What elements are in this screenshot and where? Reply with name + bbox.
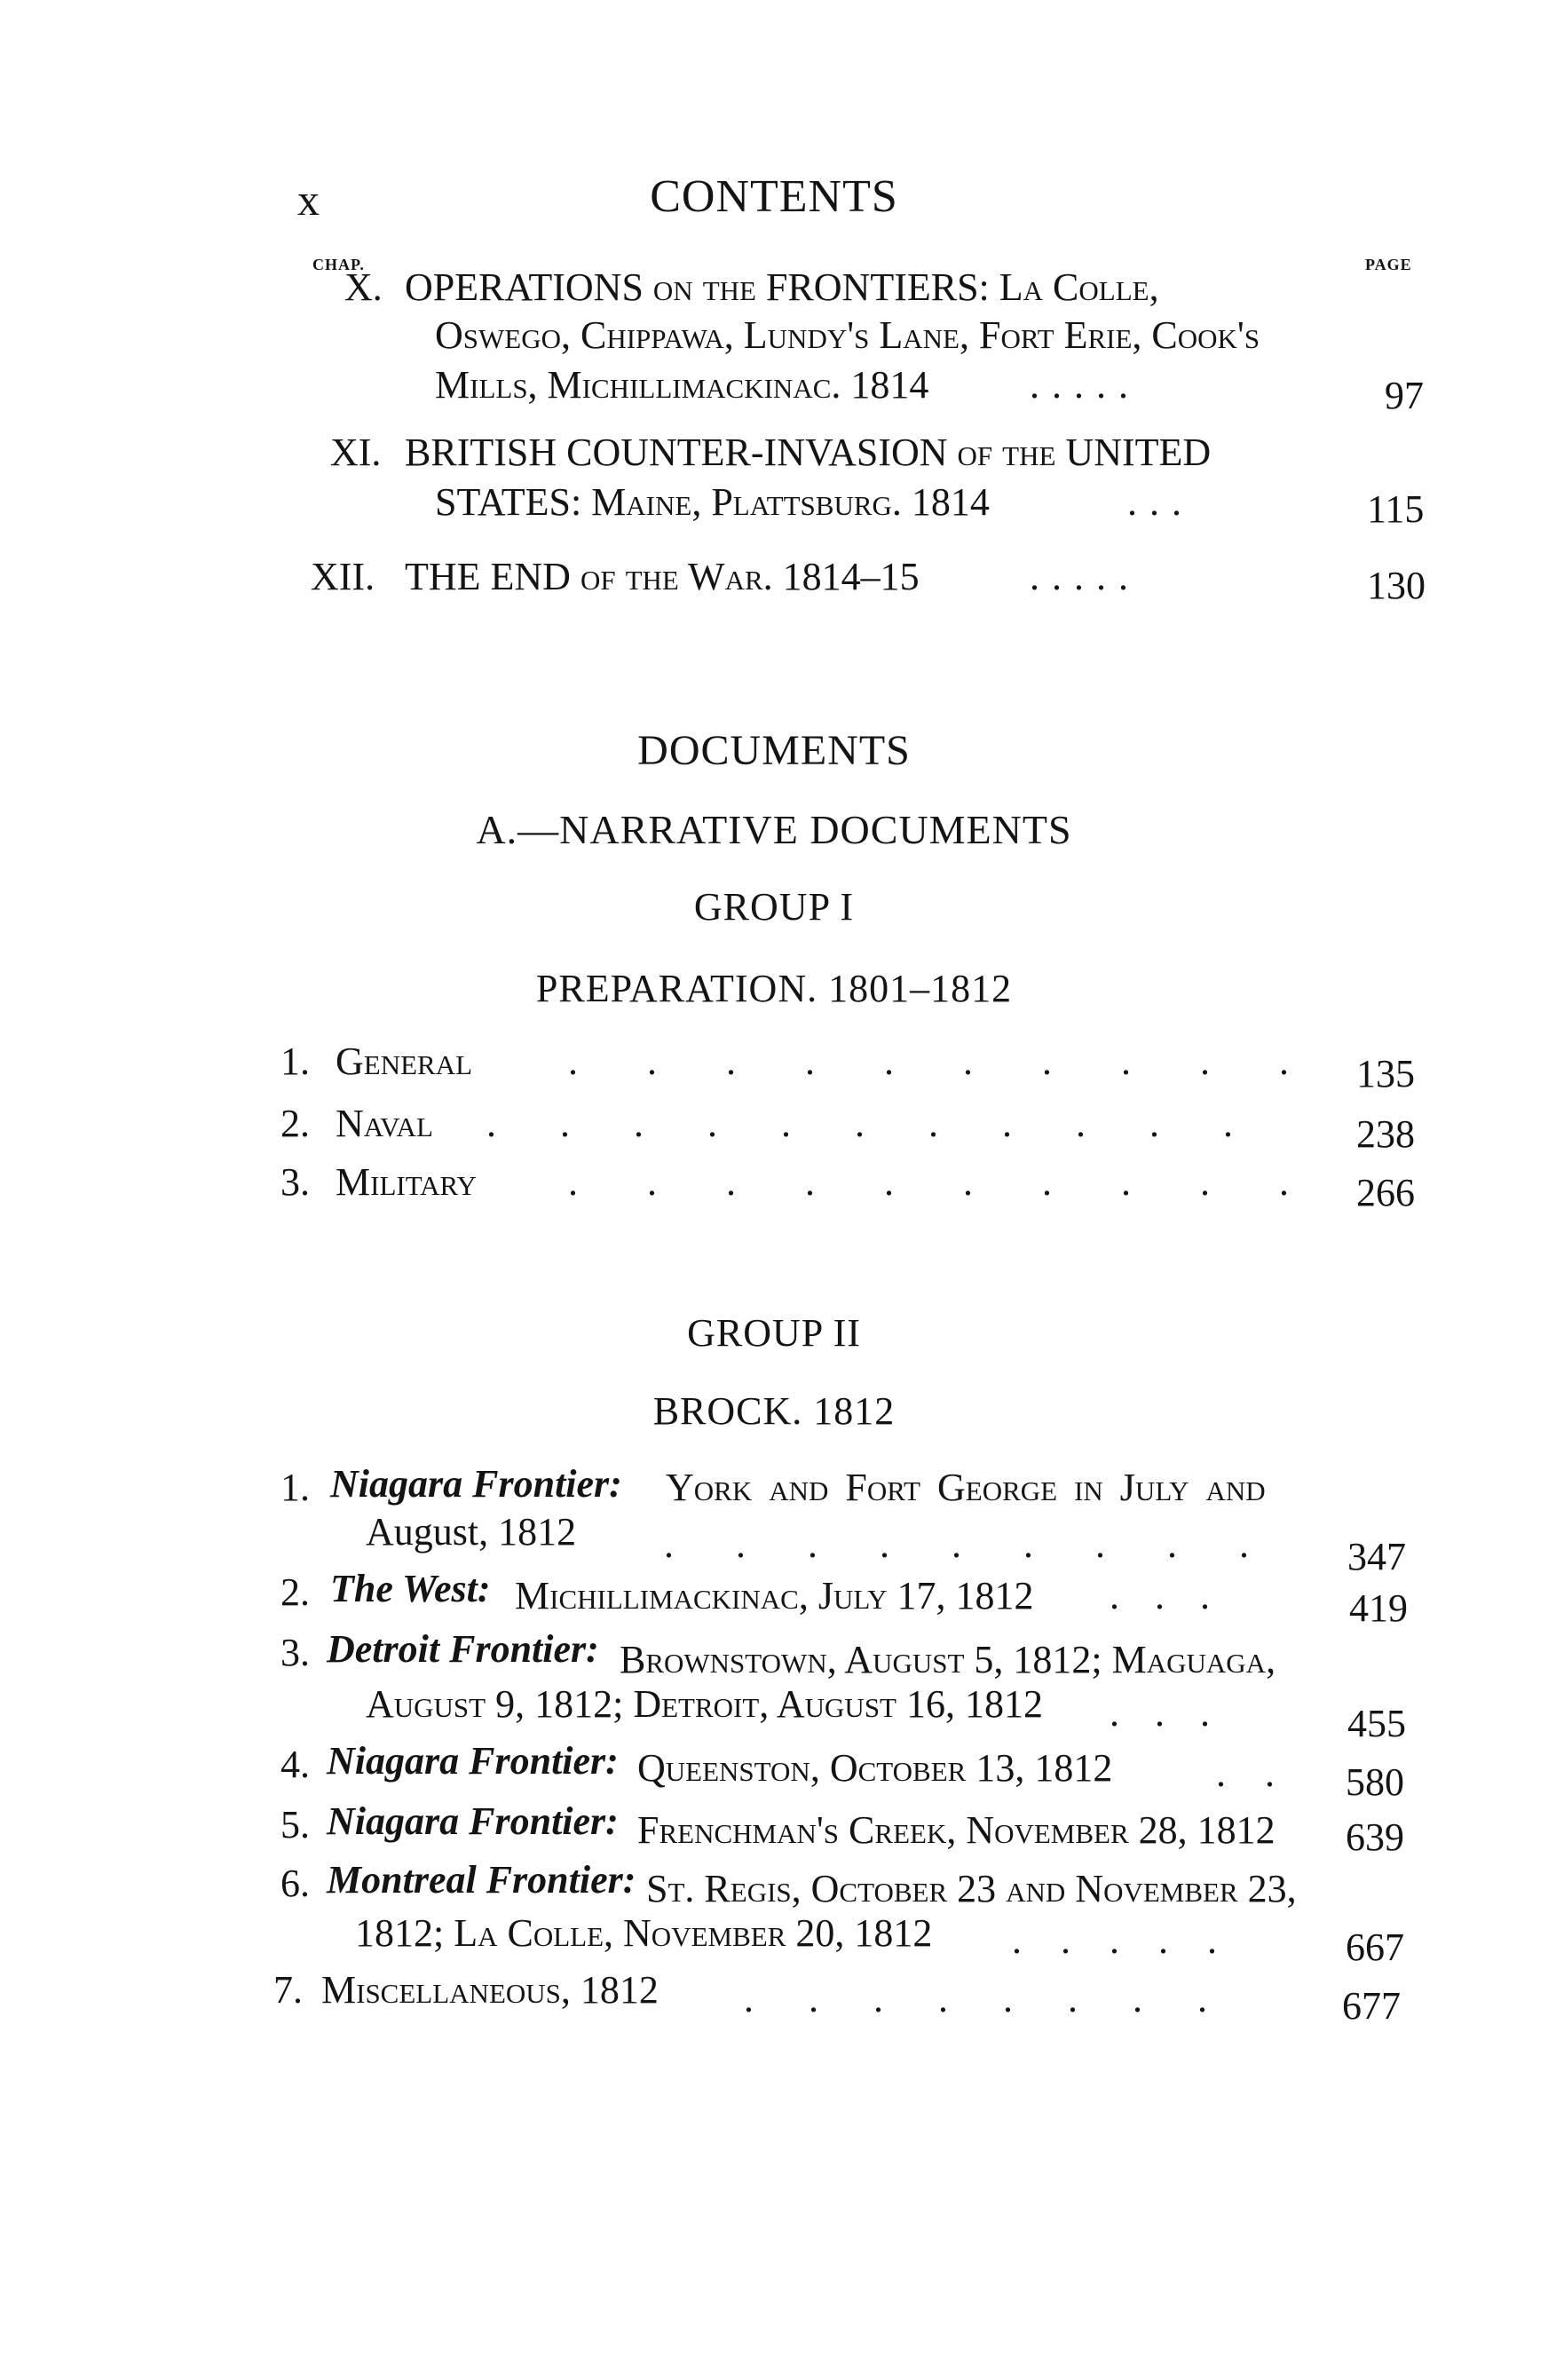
item-number: 3.: [280, 1160, 310, 1204]
item-label: General: [336, 1040, 473, 1083]
page-number: 667: [1346, 1925, 1404, 1969]
leader-dots: ...: [1127, 480, 1194, 524]
page-title: CONTENTS: [650, 171, 898, 222]
page-number: 639: [1346, 1815, 1404, 1859]
page-number: 97: [1385, 374, 1424, 417]
item-text-line: St. Regis, October 23 and November 23,: [646, 1867, 1297, 1910]
page-column-label: PAGE: [1365, 256, 1412, 273]
page-number: 266: [1356, 1171, 1415, 1214]
group-title: GROUP I: [693, 885, 855, 929]
item-text-line: August 9, 1812; Detroit, August 16, 1812: [366, 1682, 1043, 1726]
item-number: 1.: [280, 1040, 310, 1083]
item-number: 7.: [273, 1968, 303, 2012]
page-number: 580: [1346, 1760, 1404, 1804]
item-text-line: August, 1812: [366, 1510, 577, 1554]
page-number: 115: [1367, 487, 1425, 531]
item-number: 3.: [280, 1631, 310, 1674]
leader-dots: .........: [664, 1522, 1311, 1566]
page-number: 238: [1356, 1112, 1415, 1156]
leader-dots: ........: [744, 1977, 1262, 2020]
group-subtitle: BROCK. 1812: [652, 1389, 896, 1433]
item-region: Niagara Frontier:: [327, 1739, 619, 1783]
page-number: 135: [1356, 1052, 1415, 1095]
leader-dots: .....: [1030, 363, 1141, 407]
item-region: Niagara Frontier:: [327, 1799, 619, 1843]
item-label: Miscellaneous, 1812: [321, 1968, 659, 2012]
chapter-number: XI.: [330, 431, 382, 474]
item-number: 1.: [280, 1466, 310, 1509]
chapter-title-line: OPERATIONS on the FRONTIERS: La Colle,: [405, 265, 1159, 309]
group-title: GROUP II: [687, 1311, 861, 1355]
item-text-line: 1812; La Colle, November 20, 1812: [355, 1911, 933, 1955]
chapter-title-line: Mills, Michillimackinac. 1814: [435, 363, 929, 407]
item-text-line: York and Fort George in July and: [666, 1466, 1266, 1509]
item-region: Niagara Frontier:: [330, 1462, 622, 1506]
item-label: Naval: [336, 1102, 433, 1145]
page-number: 677: [1342, 1984, 1401, 2028]
chapter-title-line: THE END of the War. 1814–15: [405, 555, 920, 598]
leader-dots: ..........: [568, 1040, 1358, 1083]
section-subtitle: A.—NARRATIVE DOCUMENTS: [476, 807, 1072, 852]
leader-dots: .....: [1030, 555, 1141, 598]
page-number: 130: [1367, 564, 1426, 607]
page-numeral: x: [297, 175, 320, 225]
section-title: DOCUMENTS: [637, 727, 911, 774]
group-subtitle: PREPARATION. 1801–1812: [535, 967, 1013, 1010]
leader-dots: ..........: [568, 1160, 1358, 1204]
item-text-line: Queenston, October 13, 1812: [637, 1746, 1113, 1790]
page-number: 419: [1349, 1586, 1408, 1630]
chapter-title-line: BRITISH COUNTER-INVASION of the UNITED: [405, 431, 1212, 474]
leader-dots: ...: [1110, 1691, 1245, 1735]
chapter-number: XII.: [311, 555, 375, 598]
chapter-title-line: Oswego, Chippawa, Lundy's Lane, Fort Erie, Cook's: [435, 313, 1260, 357]
chapter-number: X.: [344, 265, 383, 309]
item-number: 4.: [280, 1743, 310, 1786]
item-text-line: Frenchman's Creek, November 28, 1812: [637, 1808, 1276, 1852]
chapter-title-line: STATES: Maine, Plattsburg. 1814: [435, 480, 990, 524]
item-text-line: Brownstown, August 5, 1812; Maguaga,: [620, 1638, 1276, 1681]
item-number: 6.: [280, 1862, 310, 1905]
item-region: The West:: [330, 1567, 491, 1610]
leader-dots: ...........: [486, 1102, 1297, 1145]
item-number: 2.: [280, 1570, 310, 1614]
chap-column-label: CHAP.: [312, 256, 365, 273]
item-number: 5.: [280, 1803, 310, 1846]
item-region: Detroit Frontier:: [327, 1627, 599, 1671]
page-number: 455: [1347, 1702, 1406, 1745]
page-number: 347: [1347, 1535, 1406, 1578]
leader-dots: ...: [1110, 1574, 1245, 1617]
item-text-line: Michillimackinac, July 17, 1812: [515, 1574, 1034, 1617]
leader-dots: ..: [1216, 1751, 1314, 1795]
leader-dots: .....: [1012, 1918, 1256, 1962]
item-label: Military: [336, 1160, 477, 1204]
item-region: Montreal Frontier:: [327, 1858, 636, 1902]
item-number: 2.: [280, 1102, 310, 1145]
